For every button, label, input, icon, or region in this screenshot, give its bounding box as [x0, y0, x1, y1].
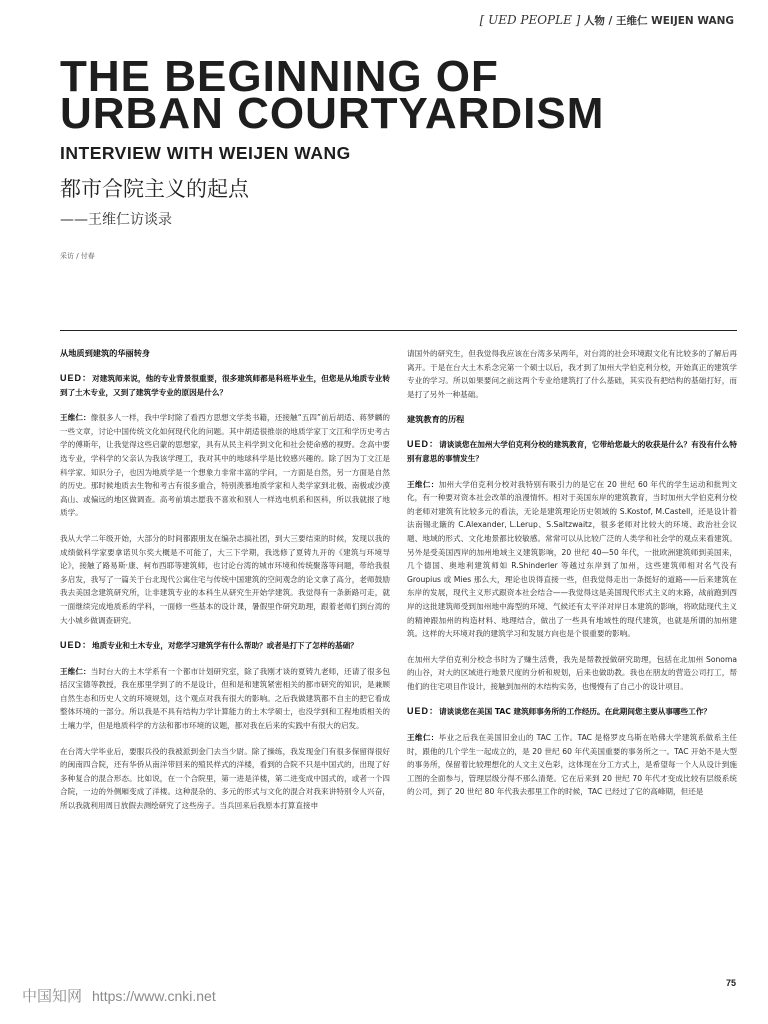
- paragraph: 在台湾大学毕业后，要服兵役的我被派到金门去当少尉。除了操练，我发现金门有很多保留得很好的闽南四合院，还有华侨从南洋带回来的殖民样式的洋楼，看到的合院不只是中国式的，出现了好多种复合的混合形态。比如说，在一个合院里，第一进是洋楼，第二进变成中国式的，或者一个四合院，一边的外侧厢变成了洋楼。这种混杂的、多元的形式与文化的混合对我来讲特别令人兴奋，所以我就利用周日放假去测绘研究了这些房子。当兵回来后我原本打算直接申: [60, 746, 390, 811]
- answer: [407, 478, 737, 641]
- question-label: UED：: [407, 439, 440, 450]
- paragraph: 在加州大学伯克利分校念书时为了赚生活费，我先是帮教授做研究助理，包括在北加州 Sonoma 的山谷，对大的区域进行地景尺度的分析和规划，后来也做助教。我也在朋友的营造公司打工，帮他们的住宅项目作设计，接触到加州的木结构实务，也慢慢有了自己小的设计项目。: [407, 654, 737, 691]
- answer-label: 王维仁：: [60, 666, 91, 676]
- title-line-1: THE BEGINNING OF: [60, 52, 499, 101]
- answer-text: 像很多人一样，我中学时除了看西方思想文学类书籍，还接触“五四”前后胡适、蒋梦麟的一些文章，讨论中国传统文化如何现代化的问题。其中胡适很推崇的地质学家丁文江和学历史考古学的傅斯年，让我觉得这些启蒙的思想家，具有从民主科学到文化和社会使命感的视野。念高中要选专业，学科学的父亲认为我该学理工，我对其中的地球科学是比较感兴趣的。除了因为丁文江是科学家、知识分子，也因为地质学是一个想象力非常丰富的学问，一方面是自然，另一方面是自然的历史。那时候地质去生物和考古有很多重合，特别羡慕地质学家和人类学家到北极、南极或沙漠高山、或偏远的地区做调查。高考前填志愿我不喜欢和别人一样选电机系和医科，所以我就报了地质学。: [60, 413, 390, 518]
- question-label: UED：: [407, 706, 440, 717]
- body-column-right: [407, 347, 737, 811]
- answer-text: 当时台大的土木学系有一个都市计划研究室，除了我刚才谈的夏铸九老师，还请了很多包括汉宝德等教授，我在那里学到了的不是设计，但和是和建筑紧密相关的都市研究的知识，是兼顾自然生态和历史人文的环境规划，这个观点对我有很大的影响。之后我做建筑都不自主的把它看成整体环境的一部分。所以我是不具有结构力学计算能力的土木学硕士，也没学到和工程地质相关的土壤力学，但是地质科学的方法和都市环境的议题，都对我在后来的实践中有很大的启发。: [60, 666, 391, 731]
- question-text: 请谈谈您在加州大学伯克利分校的建筑教育，它带给您最大的收获是什么？有没有什么特别有意思的事情发生？: [407, 440, 737, 463]
- answer-label: 王维仁：: [407, 479, 439, 489]
- answer: [60, 411, 390, 520]
- subtitle-chinese: ——王维仁访谈录: [60, 212, 172, 228]
- watermark: [22, 985, 216, 1006]
- answer-text: 加州大学伯克利分校对我特别有吸引力的是它在 20 世纪 60 年代的学生运动和批判文化，有一种要对资本社会改革的浪漫情怀。相对于美国东岸的建筑教育，当时加州大学伯克利分校的老师对建筑有比较多元的看法，无论是建筑理论历史领域的 S.Kostof, M.Castell，还是设计着法南锡北簸的 C.Alexander, L.Lerup、S.Saltzwaitz，很多老师对比较大的环境、政治社会议题、地域的形式、文化地景都比较敏感。常常可以从比较广泛的人类学和社会学的观点来看建筑。另外是受美国西岸的加州地域主义建筑影响，20 世纪 40—50 年代，一批欧洲建筑师到美国来，几个德国、奥地利建筑师如 R.Shinderler 等越过东岸到了加州，这些建筑师相对名气没有 Groupius 或 Mies 那么大，理论也说得直接一些，但我觉得走出一条挺好的道路——后来建筑在东岸的发展，现代主义形式跟资本社会结合——我觉得这是美国现代形式主义的末路，战前跑到西岸的这批建筑师受到加州地中海型的环境、气候还有太平洋对岸日本建筑的影响，将欧陆现代主义的精神跟加州的构造材料、地理结合，做出了一些具有地域性的现代建筑，也就是所谓的加州建筑。这样的大环境对我的建筑学习和发展方向也是个很重要的影响。: [407, 479, 737, 639]
- question: [60, 372, 390, 399]
- answer: [407, 731, 737, 799]
- paragraph: 请国外的研究生，但我觉得我应该在台湾多呆两年，对台湾的社会环境跟文化有比较多的了解后再离开。于是在台大土木系念完第一个硕士以后，我才到了加州大学伯克利分校，开始真正的建筑学专业的学习。所以如果要问之前这两个专业给建筑打了什么基础，其实没有把结构的基础打好，而是打了另外一种基础。: [407, 349, 737, 399]
- column-label: 人物 / 王维仁 WEIJEN WANG: [583, 15, 734, 27]
- watermark-name: 中国知网: [22, 987, 83, 1005]
- body-column-left: [60, 347, 390, 825]
- question: [407, 438, 737, 465]
- paragraph: 我从大学二年级开始，大部分的时间都跟朋友在编杂志搞社团，到大三要结束的时候，发现以我的成绩做科学家要拿诺贝尔奖大概是不可能了，大三下学期，我选修了夏铸九开的《建筑与环境导论》，接触了路易斯·康、柯布西耶等建筑师，也讨论台湾的城市环境和传统聚落等问题，带给我很多启发，我写了一篇关于台北现代公寓住宅与传统中国建筑的空间观念的论文拿了高分，老师鼓励我去美国念建筑研究所，让非建筑专业的本科生从研究生开始学建筑。我觉得有一条新路可走，就一面继续完成地质系的学科，一面修一些基本的设计课，暑假里作研究助理，跟着老师们到台湾的大小城乡做调查研究。: [60, 533, 390, 625]
- answer-label: 王维仁：: [60, 413, 91, 423]
- answer: [60, 665, 390, 733]
- section-heading: 建筑教育的历程: [407, 414, 465, 425]
- question: [407, 705, 737, 719]
- question-label: UED：: [60, 640, 93, 651]
- page-number: 75: [725, 978, 736, 988]
- section-label: [ UED PEOPLE ]: [479, 13, 581, 27]
- title-line-2: URBAN COURTYARDISM: [60, 89, 605, 138]
- question-label: UED：: [60, 373, 93, 383]
- question: [60, 639, 390, 653]
- question-text: 地质专业和土木专业，对您学习建筑学有什么帮助？或者是打下了怎样的基础？: [92, 641, 358, 651]
- byline: 采访 / 付春: [60, 252, 95, 260]
- title-chinese: 都市合院主义的起点: [60, 177, 249, 201]
- section-heading: 从地质到建筑的华丽转身: [60, 348, 151, 358]
- question-text: 请谈谈您在美国 TAC 建筑师事务所的工作经历。在此期间您主要从事哪些工作？: [439, 707, 711, 717]
- subtitle-english: INTERVIEW WITH WEIJEN WANG: [60, 143, 351, 163]
- watermark-url: https://www.cnki.net: [92, 988, 216, 1004]
- header-divider: [60, 330, 737, 331]
- answer-text: 毕业之后我在美国旧金山的 TAC 工作。TAC 是格罗皮乌斯在哈佛大学建筑系做系主任时，跟他的几个学生一起成立的，是 20 世纪 60 年代美国重要的事务所之一。TAC 开始不是大型的事务所，保留着比较理想化的人文主义色彩，这体现在分工方式上，是希望每一个人从设计到施工图的全面参与，管理层级分得不那么清楚。它在后来到 20 世纪 70 年代才变成比较有层级系统的公司，到了 20 世纪 80 年代我去那里工作的时候，TAC 已经过了它的高峰期，但还是: [407, 733, 738, 797]
- answer-label: 王维仁：: [407, 733, 439, 743]
- running-head: [480, 13, 734, 28]
- question-text: 对建筑师来说，他的专业背景很重要，很多建筑师都是科班毕业生，但您是从地质专业转到了土木专业，又到了建筑学专业的原因是什么？: [60, 374, 390, 397]
- article-title: [60, 52, 605, 138]
